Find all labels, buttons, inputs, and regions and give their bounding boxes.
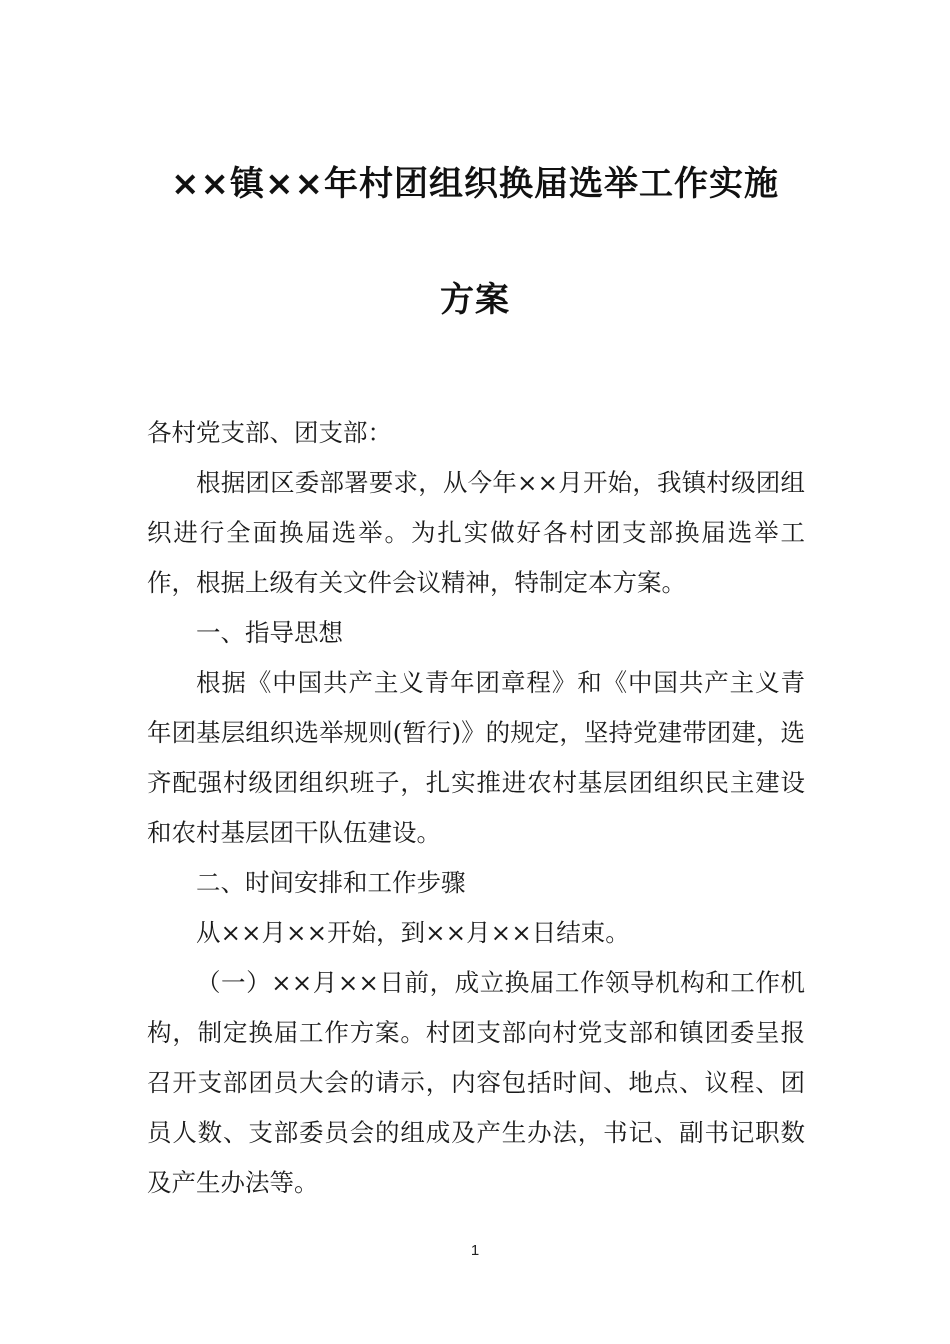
paragraph-intro: 根据团区委部署要求，从今年××月开始，我镇村级团组织进行全面换届选举。为扎实做好各村团支部换届选举工作，根据上级有关文件会议精神，特制定本方案。 (147, 468, 805, 597)
section-heading-guiding-principle: 一、指导思想 (196, 618, 343, 647)
document-title-line-2: 方案 (440, 280, 510, 320)
paragraph-guiding-principle: 根据《中国共产主义青年团章程》和《中国共产主义青年团基层组织选举规则(暂行)》的规定，坚持党建带团建，选齐配强村级团组织班子，扎实推进农村基层团组织民主建设和农村基层团干队伍建设。 (147, 668, 805, 847)
salutation: 各村党支部、团支部： (147, 418, 392, 447)
paragraph-step-one: （一）××月××日前，成立换届工作领导机构和工作机构，制定换届工作方案。村团支部向村党支部和镇团委呈报召开支部团员大会的请示，内容包括时间、地点、议程、团员人数、支部委员会的组成及产生办法，书记、副书记职数及产生办法等。 (147, 968, 805, 1197)
document-body (147, 408, 805, 1208)
page-number: 1 (470, 1242, 480, 1259)
document-title-line-1: ××镇××年村团组织换届选举工作实施 (171, 164, 779, 204)
paragraph-time-range: 从××月××开始，到××月××日结束。 (196, 918, 630, 947)
section-heading-schedule: 二、时间安排和工作步骤 (196, 868, 466, 897)
